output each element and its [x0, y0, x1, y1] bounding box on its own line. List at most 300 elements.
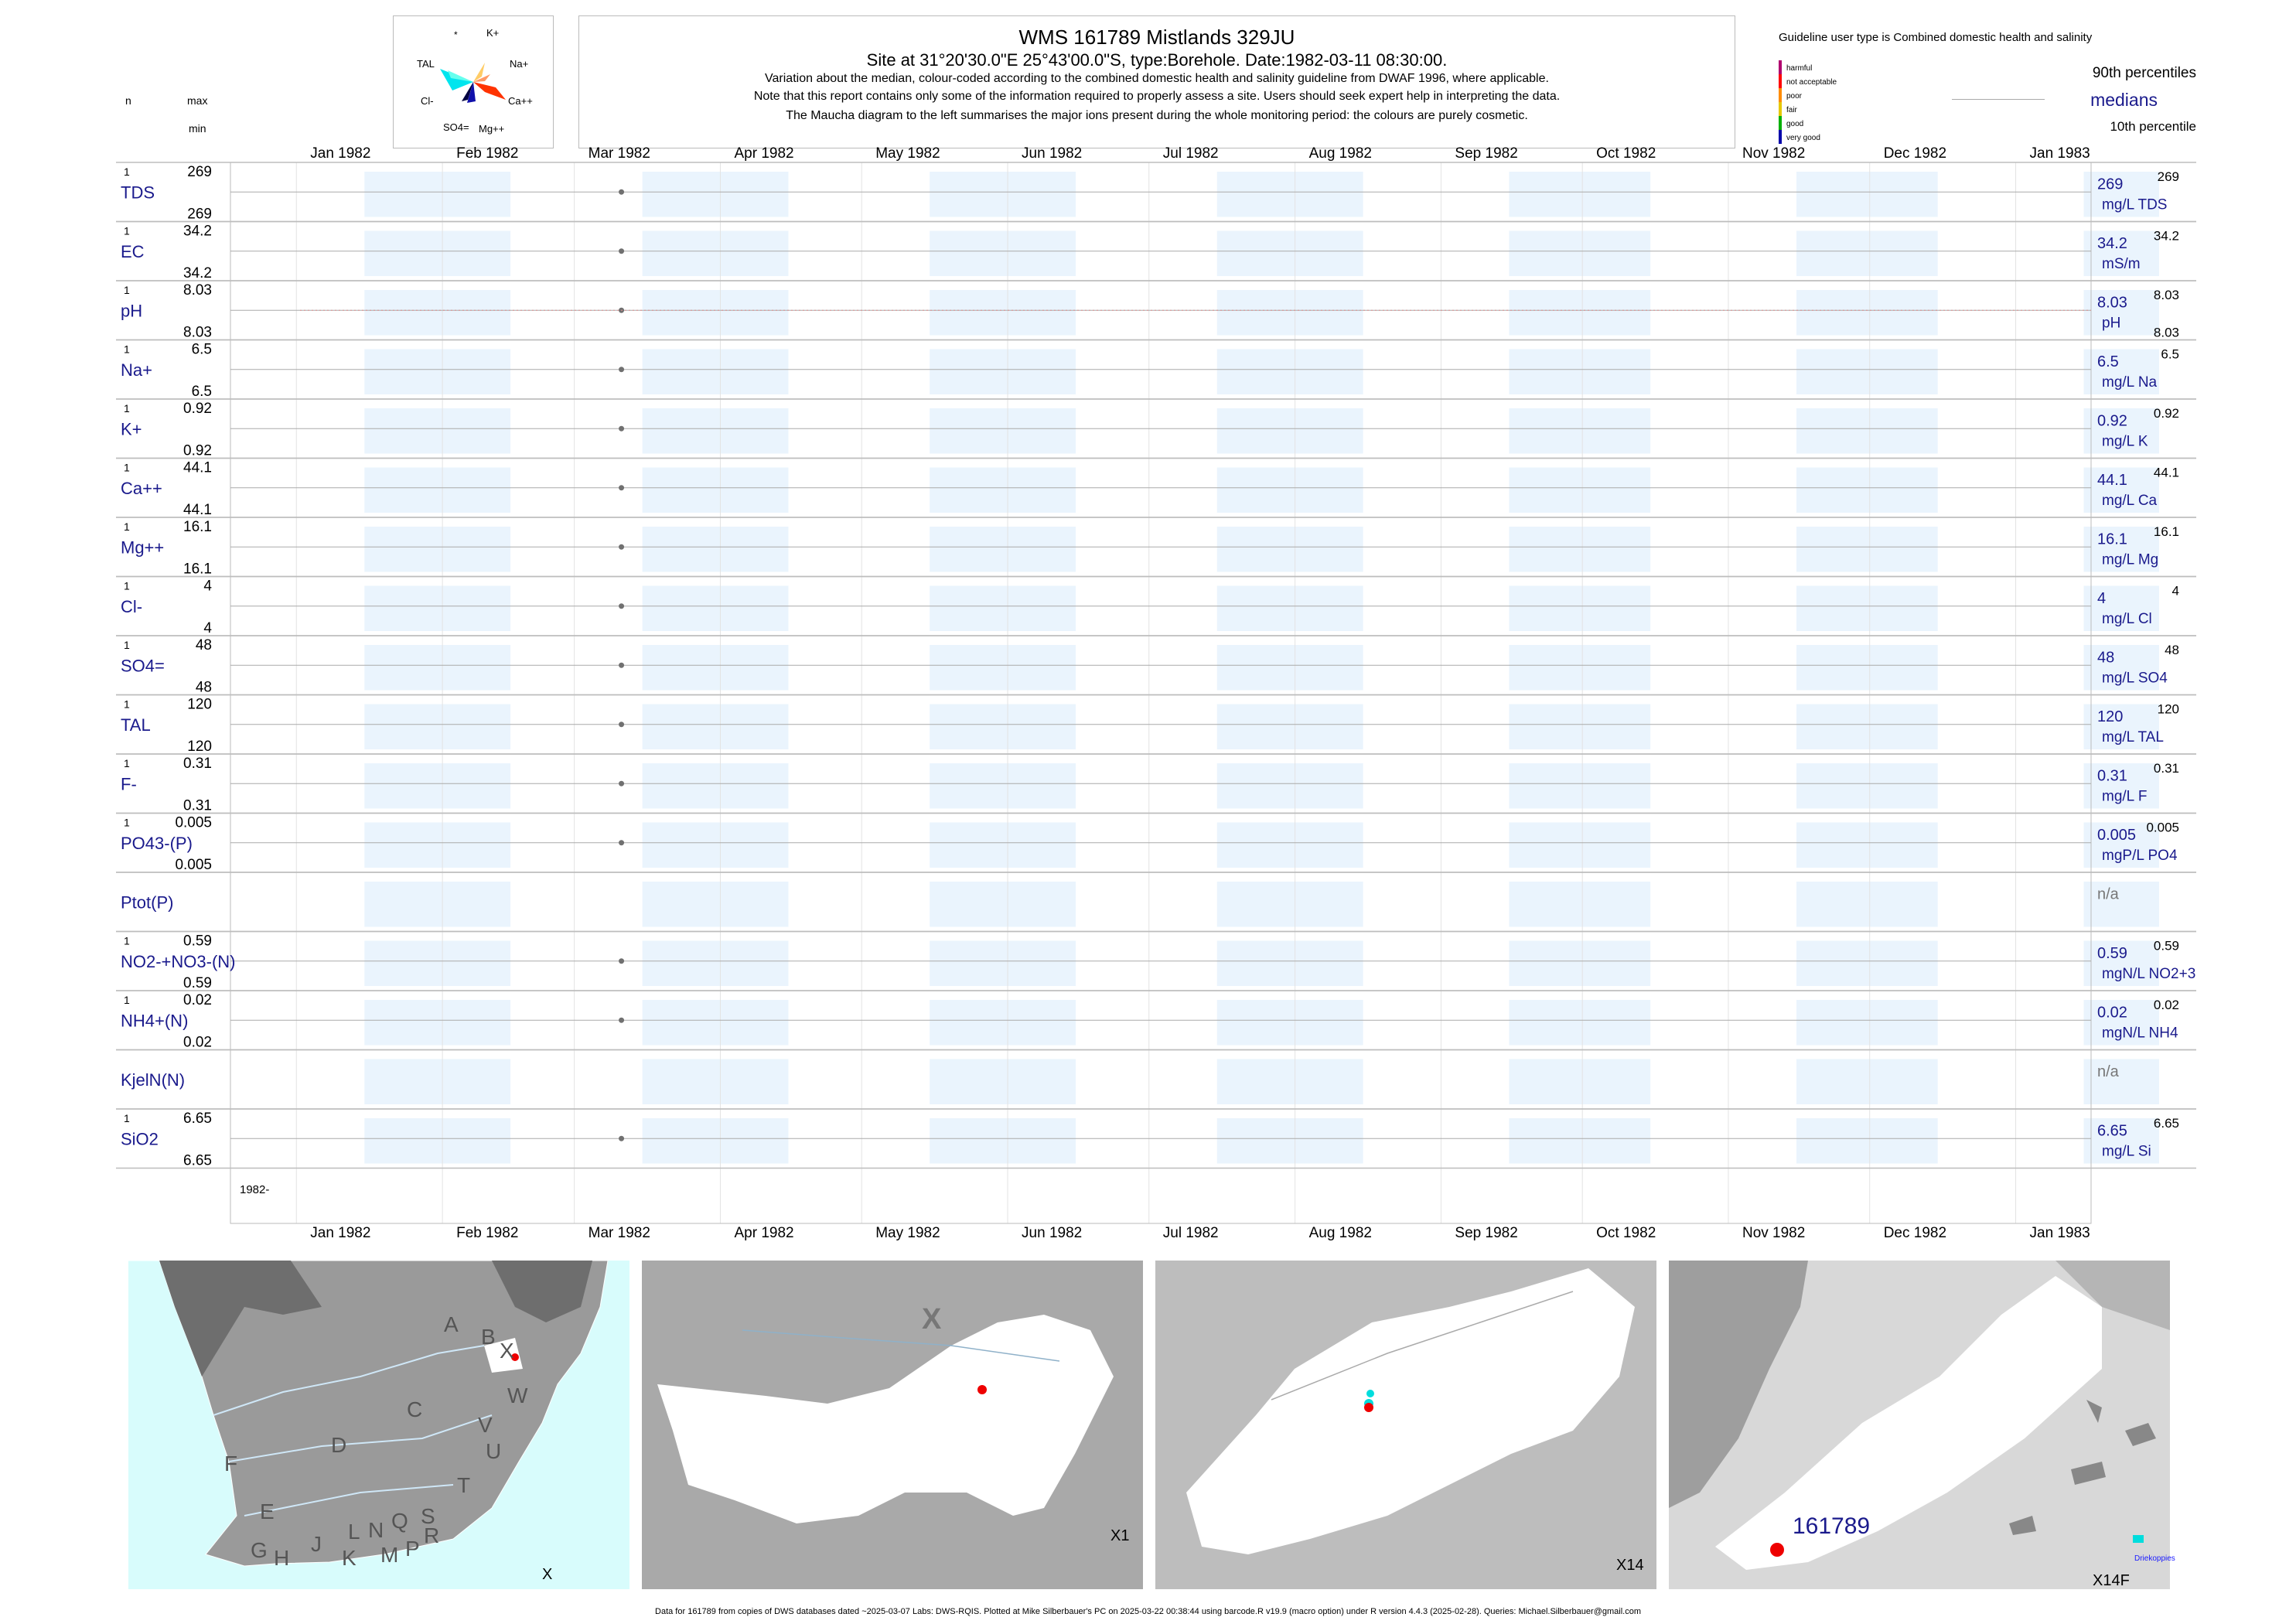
x-tick-label-top: May 1982 — [875, 145, 940, 162]
month-band — [930, 350, 1076, 395]
month-band — [364, 705, 510, 750]
month-band — [643, 350, 789, 395]
region-x: X — [500, 1339, 514, 1363]
map4-caption: X14F — [2093, 1572, 2130, 1589]
month-band — [364, 823, 510, 868]
parameter-name-10: F- — [121, 774, 137, 794]
data-point — [619, 1018, 624, 1023]
month-band — [1796, 350, 1938, 395]
month-band — [1217, 586, 1363, 632]
map-x14f-dark-area — [1669, 1261, 1808, 1508]
month-band — [1509, 1059, 1650, 1105]
month-band — [1509, 350, 1650, 395]
month-band — [643, 290, 789, 336]
month-band — [930, 231, 1076, 277]
guideline-title: Guideline user type is Combined domestic health and salinity — [1779, 31, 2093, 44]
panel-max: 269 — [187, 164, 212, 180]
map2-caption: X1 — [1110, 1527, 1130, 1544]
panel-n: 1 — [124, 698, 130, 711]
x-tick-label-top: Nov 1982 — [1742, 145, 1806, 162]
footer-provenance: Data for 161789 from copies of DWS databases dated ~2025-03-07 Labs: DWS-RQIS. Plotted at Mike Silberbauer's PC on 2025-03-22 00:38:44 using barcode.R v19.9 (macro option) under R version 4.4.3 (2025-02-28). Queries: Michael.Silberbauer@gmail.com — [655, 1607, 1641, 1616]
site-subtitle: Site at 31°20'30.0"E 25°43'00.0"S, type:Borehole. Date:1982-03-11 08:30:00. — [866, 50, 1448, 70]
month-band — [1796, 468, 1938, 513]
map-x1-site-marker — [977, 1385, 987, 1394]
panel-median: 0.02 — [2097, 1004, 2127, 1022]
month-band — [364, 763, 510, 809]
month-band — [1796, 527, 1938, 572]
parameter-name-5: Ca++ — [121, 478, 162, 498]
panel-unit: mg/L Cl — [2102, 610, 2152, 627]
month-band — [643, 1000, 789, 1046]
region-c: C — [407, 1397, 423, 1421]
x-tick-label-top: Jan 1982 — [310, 145, 371, 162]
panel-median: 0.005 — [2097, 826, 2137, 844]
panel-median: 8.03 — [2097, 294, 2127, 312]
month-band — [1509, 1118, 1650, 1164]
x-tick-label-top: Aug 1982 — [1308, 145, 1372, 162]
x-tick-label-bottom: Nov 1982 — [1742, 1225, 1806, 1241]
legend-harmful: harmful — [1786, 64, 1813, 73]
panel-max: 6.65 — [183, 1111, 212, 1127]
month-band — [930, 1059, 1076, 1105]
x-tick-label-top: Apr 1982 — [734, 145, 794, 162]
month-band — [930, 763, 1076, 809]
data-point — [619, 603, 624, 609]
panel-min: 0.02 — [183, 1034, 212, 1051]
month-band — [1796, 705, 1938, 750]
month-band — [364, 1059, 510, 1105]
month-band — [1509, 231, 1650, 277]
month-band — [1509, 705, 1650, 750]
region-p: P — [405, 1537, 420, 1561]
month-band — [643, 823, 789, 868]
panel-n: 1 — [124, 1112, 130, 1124]
panel-p90: 44.1 — [2153, 465, 2179, 480]
data-point — [619, 367, 624, 372]
data-point — [619, 189, 624, 195]
x-tick-label-top: Jul 1982 — [1162, 145, 1219, 162]
month-band — [1217, 1000, 1363, 1046]
panel-n: 1 — [124, 461, 130, 474]
panel-median: 0.31 — [2097, 767, 2127, 785]
x-tick-label-top: Mar 1982 — [588, 145, 650, 162]
x-tick-label-bottom: May 1982 — [875, 1225, 940, 1241]
label-min: min — [189, 122, 206, 135]
region-j: J — [311, 1532, 322, 1556]
month-band — [643, 705, 789, 750]
data-point — [619, 248, 624, 254]
month-band — [1796, 1118, 1938, 1164]
panel-unit: mgN/L NO2+3 — [2102, 965, 2196, 982]
panel-n: 1 — [124, 816, 130, 829]
month-band — [1509, 823, 1650, 868]
panel-p90: 6.65 — [2153, 1116, 2179, 1131]
month-band — [364, 941, 510, 987]
panel-unit: mg/L Mg — [2102, 551, 2159, 568]
month-band — [1509, 290, 1650, 336]
region-q: Q — [391, 1509, 408, 1533]
month-band — [1217, 172, 1363, 217]
panel-min: 8.03 — [183, 324, 212, 341]
month-band — [1217, 290, 1363, 336]
x-tick-label-bottom: Mar 1982 — [588, 1225, 650, 1241]
map-x14f-town-label: Driekoppies — [2134, 1554, 2175, 1563]
panel-unit: mg/L K — [2102, 433, 2148, 450]
month-band — [643, 763, 789, 809]
panel-max: 34.2 — [183, 223, 212, 240]
month-band — [1796, 1059, 1938, 1105]
month-band — [1796, 823, 1938, 868]
month-band — [930, 1118, 1076, 1164]
month-band — [1217, 527, 1363, 572]
panel-median: n/a — [2097, 1063, 2119, 1080]
panel-unit: pH — [2102, 315, 2121, 332]
panel-min: 34.2 — [183, 265, 212, 281]
panel-p90: 34.2 — [2153, 228, 2179, 244]
panel-unit: mg/L Na — [2102, 374, 2158, 391]
region-s: S — [421, 1504, 435, 1528]
maucha-label-na: Na+ — [510, 58, 529, 70]
panel-max: 8.03 — [183, 282, 212, 299]
month-band — [1796, 1000, 1938, 1046]
panel-median: 48 — [2097, 649, 2115, 667]
month-band — [1509, 408, 1650, 454]
panel-median: 34.2 — [2097, 234, 2127, 252]
month-band — [1217, 823, 1363, 868]
month-band — [930, 586, 1076, 632]
x-year-label: 1982- — [240, 1183, 270, 1196]
panel-median: 4 — [2097, 589, 2107, 607]
panel-median: n/a — [2097, 885, 2119, 903]
panel-unit: mg/L Si — [2102, 1143, 2151, 1160]
region-h: H — [274, 1546, 290, 1570]
maucha-label-k: K+ — [486, 27, 500, 39]
panel-max: 16.1 — [183, 519, 212, 535]
region-k: K — [342, 1546, 357, 1570]
panel-min: 0.92 — [183, 442, 212, 459]
maucha-label-so4: SO4= — [443, 121, 469, 133]
panel-unit: mS/m — [2102, 255, 2141, 272]
month-band — [1796, 408, 1938, 454]
region-n: N — [368, 1518, 384, 1542]
legend-p90: 90th percentiles — [2092, 65, 2196, 81]
month-band — [1509, 1000, 1650, 1046]
maucha-label-mg: Mg++ — [479, 123, 505, 135]
parameter-name-1: EC — [121, 241, 145, 261]
map1-caption: X — [542, 1566, 553, 1583]
month-band — [1796, 172, 1938, 217]
legend-very-good: very good — [1786, 134, 1820, 142]
month-band — [1217, 468, 1363, 513]
x-tick-label-top: Oct 1982 — [1596, 145, 1656, 162]
parameter-name-8: SO4= — [121, 656, 165, 676]
map-x14 — [1155, 1261, 1656, 1589]
x-tick-label-top: Jan 1983 — [2029, 145, 2090, 162]
parameter-name-15: KjelN(N) — [121, 1070, 186, 1090]
month-band — [643, 645, 789, 691]
month-band — [364, 290, 510, 336]
month-band — [930, 705, 1076, 750]
panel-p10: 8.03 — [2153, 325, 2179, 340]
month-band — [1509, 586, 1650, 632]
map-x1-svg — [642, 1261, 1143, 1589]
month-band — [643, 1118, 789, 1164]
panel-n: 1 — [124, 284, 130, 296]
map3-caption: X14 — [1616, 1557, 1644, 1574]
panel-n: 1 — [124, 224, 130, 237]
month-band — [1509, 172, 1650, 217]
month-band — [1217, 350, 1363, 395]
panel-max: 0.92 — [183, 401, 212, 417]
month-band — [1217, 1059, 1363, 1105]
month-band — [930, 882, 1076, 927]
panel-min: 0.31 — [183, 797, 212, 814]
panel-max: 44.1 — [183, 459, 212, 476]
x-tick-label-top: Jun 1982 — [1022, 145, 1083, 162]
note-disclaimer: Note that this report contains only some of the information required to properly assess a site. Users should seek expert help in interpreting the data. — [753, 90, 1561, 103]
month-band — [643, 586, 789, 632]
region-b: B — [481, 1325, 496, 1349]
region-d: D — [331, 1433, 347, 1457]
panel-median: 269 — [2097, 176, 2124, 193]
panel-min: 48 — [195, 679, 212, 696]
map-x14f-site-label: 161789 — [1793, 1513, 1871, 1539]
month-band — [643, 1059, 789, 1105]
panel-unit: mgN/L NH4 — [2102, 1025, 2178, 1042]
x-tick-label-bottom: Jun 1982 — [1022, 1225, 1083, 1241]
month-band — [930, 408, 1076, 454]
parameter-name-9: TAL — [121, 715, 151, 735]
month-band — [1217, 763, 1363, 809]
parameter-name-2: pH — [121, 301, 143, 321]
parameter-name-4: K+ — [121, 419, 142, 439]
month-band — [364, 645, 510, 691]
data-point — [619, 426, 624, 432]
month-band — [1509, 645, 1650, 691]
region-t: T — [457, 1473, 471, 1497]
maucha-label-cl: Cl- — [421, 95, 434, 107]
data-point — [619, 544, 624, 550]
panel-max: 0.31 — [183, 756, 212, 772]
panel-p90: 16.1 — [2153, 524, 2179, 539]
legend-not-acceptable: not acceptable — [1786, 78, 1837, 87]
note-maucha: The Maucha diagram to the left summarises the major ions present during the whole monitoring period: the colours are purely cosmetic. — [786, 109, 1528, 122]
panel-p90: 120 — [2157, 701, 2179, 717]
region-f: F — [224, 1452, 238, 1476]
month-band — [1509, 941, 1650, 987]
region-e: E — [260, 1499, 275, 1523]
month-band — [1217, 408, 1363, 454]
month-band — [930, 823, 1076, 868]
legend-poor: poor — [1786, 92, 1803, 101]
x-tick-label-top: Dec 1982 — [1883, 145, 1947, 162]
month-band — [364, 1000, 510, 1046]
label-max: max — [187, 94, 208, 107]
panel-n: 1 — [124, 402, 130, 415]
month-band — [1796, 882, 1938, 927]
panel-p90: 0.005 — [2146, 820, 2179, 835]
panel-min: 0.59 — [183, 975, 212, 991]
month-band — [1796, 231, 1938, 277]
panel-min: 120 — [187, 739, 212, 755]
map-south-africa-svg — [128, 1261, 629, 1589]
panel-unit: mgP/L PO4 — [2102, 847, 2178, 864]
month-band — [930, 1000, 1076, 1046]
map-south-africa — [128, 1261, 629, 1589]
x-tick-label-bottom: Jan 1983 — [2029, 1225, 2090, 1241]
data-point — [619, 781, 624, 786]
data-point — [619, 1136, 624, 1141]
parameter-name-11: PO43-(P) — [121, 833, 193, 853]
panel-n: 1 — [124, 520, 130, 533]
parameter-name-7: Cl- — [121, 596, 143, 616]
month-band — [643, 527, 789, 572]
panel-max: 0.59 — [183, 933, 212, 950]
map-x14-dam-2 — [1366, 1390, 1374, 1397]
month-band — [930, 941, 1076, 987]
panel-min: 16.1 — [183, 561, 212, 578]
panel-n: 1 — [124, 639, 130, 651]
panel-p90: 4 — [2171, 583, 2179, 599]
month-band — [930, 290, 1076, 336]
map-x1 — [642, 1261, 1143, 1589]
panel-min: 6.5 — [191, 384, 212, 400]
panel-min: 6.65 — [183, 1152, 212, 1169]
x-tick-label-top: Sep 1982 — [1455, 145, 1518, 162]
month-band — [1509, 763, 1650, 809]
parameter-name-3: Na+ — [121, 360, 152, 380]
panel-median: 6.5 — [2097, 353, 2119, 370]
panel-p90: 8.03 — [2153, 288, 2179, 302]
month-band — [930, 645, 1076, 691]
month-band — [1509, 527, 1650, 572]
x-tick-label-bottom: Jan 1982 — [310, 1225, 371, 1241]
panel-n: 1 — [124, 994, 130, 1006]
month-band — [930, 468, 1076, 513]
region-u: U — [486, 1439, 502, 1463]
map-x14-svg — [1155, 1261, 1656, 1589]
month-band — [643, 882, 789, 927]
panel-median: 44.1 — [2097, 471, 2127, 489]
parameter-name-13: NO2-+NO3-(N) — [121, 951, 236, 971]
panel-p90: 6.5 — [2161, 346, 2179, 362]
month-band — [643, 941, 789, 987]
month-band — [1509, 882, 1650, 927]
panel-min: 44.1 — [183, 502, 212, 518]
maucha-label-ca: Ca++ — [508, 95, 533, 107]
panel-median: 120 — [2097, 708, 2124, 725]
panel-median: 0.59 — [2097, 944, 2127, 962]
data-point — [619, 663, 624, 668]
region-v: V — [478, 1413, 493, 1437]
panel-n: 1 — [124, 579, 130, 592]
month-band — [1796, 586, 1938, 632]
panel-unit: mg/L SO4 — [2102, 670, 2168, 687]
panel-median: 16.1 — [2097, 531, 2127, 548]
panel-max: 120 — [187, 696, 212, 713]
panel-min: 4 — [203, 620, 212, 636]
month-band — [1217, 1118, 1363, 1164]
month-band — [364, 350, 510, 395]
panel-max: 6.5 — [191, 341, 212, 358]
month-band — [643, 172, 789, 217]
legend-p10: 10th percentile — [2110, 119, 2196, 134]
month-band — [1217, 882, 1363, 927]
parameter-name-14: NH4+(N) — [121, 1011, 189, 1031]
panel-median: 6.65 — [2097, 1122, 2127, 1140]
month-band — [364, 882, 510, 927]
maucha-label-tal: TAL — [417, 58, 435, 70]
x-tick-label-bottom: Aug 1982 — [1308, 1225, 1372, 1241]
x-tick-label-bottom: Sep 1982 — [1455, 1225, 1518, 1241]
data-point — [619, 958, 624, 964]
panel-p90: 0.92 — [2153, 406, 2179, 421]
panel-n: 1 — [124, 343, 130, 356]
panel-max: 0.005 — [175, 814, 212, 831]
month-band — [643, 408, 789, 454]
legend-fair: fair — [1786, 106, 1797, 114]
x-tick-label-bottom: Oct 1982 — [1596, 1225, 1656, 1241]
parameter-name-6: Mg++ — [121, 537, 165, 558]
x-tick-label-bottom: Dec 1982 — [1883, 1225, 1947, 1241]
panel-p90: 0.31 — [2153, 761, 2179, 776]
panel-n: 1 — [124, 757, 130, 769]
month-band — [2084, 882, 2159, 927]
panel-n: 1 — [124, 934, 130, 947]
month-band — [1509, 468, 1650, 513]
parameter-name-0: TDS — [121, 183, 155, 203]
panel-max: 0.02 — [183, 992, 212, 1008]
x-tick-label-top: Feb 1982 — [456, 145, 519, 162]
month-band — [930, 172, 1076, 217]
note-variation: Variation about the median, colour-coded according to the combined domestic health and salinity guideline from DWAF 1996, where applicable. — [765, 72, 1549, 85]
data-point — [619, 485, 624, 490]
month-band — [364, 1118, 510, 1164]
month-band — [364, 527, 510, 572]
month-band — [364, 408, 510, 454]
region-m: M — [380, 1543, 399, 1567]
panel-p90: 0.59 — [2153, 938, 2179, 954]
month-band — [1796, 290, 1938, 336]
panel-unit: mg/L F — [2102, 788, 2148, 805]
month-band — [1796, 941, 1938, 987]
panel-unit: mg/L TDS — [2102, 196, 2168, 213]
month-band — [364, 172, 510, 217]
panel-max: 48 — [195, 637, 212, 653]
map-x14f-svg — [1669, 1261, 2175, 1589]
x-tick-label-bottom: Apr 1982 — [734, 1225, 794, 1241]
map-x1-marker-label: X — [922, 1303, 942, 1336]
legend-good: good — [1786, 120, 1804, 128]
month-band — [643, 231, 789, 277]
region-a: A — [444, 1312, 459, 1336]
month-band — [1217, 941, 1363, 987]
month-band — [1796, 763, 1938, 809]
month-band — [1217, 705, 1363, 750]
map-x14f — [1669, 1261, 2175, 1589]
maucha-label-star: * — [454, 29, 458, 40]
month-band — [1217, 645, 1363, 691]
region-l: L — [348, 1520, 360, 1544]
data-point — [619, 840, 624, 845]
region-g: G — [251, 1538, 268, 1562]
report-title: WMS 161789 Mistlands 329JU — [1018, 26, 1295, 49]
month-band — [364, 468, 510, 513]
panel-min: 0.005 — [175, 857, 212, 873]
x-tick-label-bottom: Jul 1982 — [1162, 1225, 1219, 1241]
map-x14f-dam — [2133, 1535, 2144, 1543]
month-band — [1217, 231, 1363, 277]
